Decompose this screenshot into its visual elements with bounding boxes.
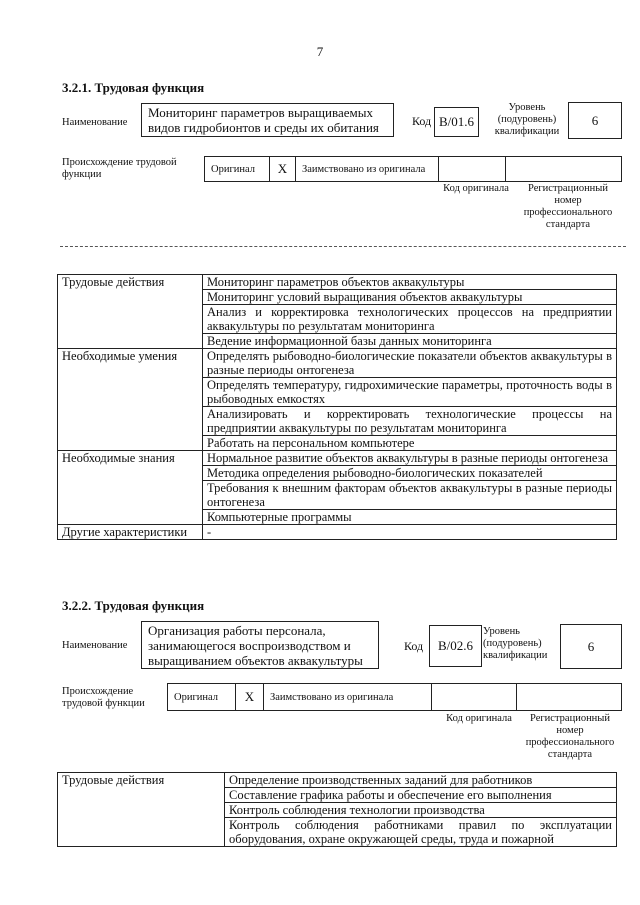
page-number: 7 (316, 44, 324, 59)
dashed-divider (60, 246, 626, 247)
table-row: Ведение информационной базы данных мониторинга (203, 334, 617, 349)
origin-borrowed: Заимствовано из оригинала (264, 684, 432, 710)
table-row: Контроль соблюдения работниками правил по эксплуатации оборудования, охране окружающей среды, труда и пожарной (225, 818, 617, 847)
origin-row (204, 156, 622, 182)
origin-mark: X (270, 157, 296, 181)
function-name-box: Мониторинг параметров выращиваемых видов гидробионтов и среды их обитания (141, 103, 394, 137)
origin-original: Оригинал (205, 157, 270, 181)
table-row: Работать на персональном компьютере (203, 436, 617, 451)
registration-number-cell (517, 684, 621, 710)
level-box: 6 (568, 102, 622, 139)
level-box: 6 (560, 624, 622, 669)
registration-number-caption: Регистрационный номер профессионального стандарта (525, 713, 615, 760)
name-label: Наименование (62, 117, 128, 128)
table-row: Контроль соблюдения технологии производства (225, 803, 617, 818)
level-label: Уровень (подуровень) квалификации (494, 102, 560, 137)
level-label: Уровень (подуровень) квалификации (483, 626, 548, 661)
table-row: Определение производственных заданий для работников (225, 773, 617, 788)
original-code-cell (439, 157, 506, 181)
origin-label: Происхождение трудовой функции (62, 686, 145, 709)
table-row: Мониторинг условий выращивания объектов аквакультуры (203, 290, 617, 305)
section-heading: 3.2.2. Трудовая функция (62, 598, 205, 613)
origin-mark: X (236, 684, 264, 710)
table-row: Мониторинг параметров объектов аквакультуры (203, 275, 617, 290)
category-cell: Другие характеристики (58, 525, 203, 540)
table-row: - (203, 525, 617, 540)
table-row: Нормальное развитие объектов аквакультуры в разные периоды онтогенеза (203, 451, 617, 466)
origin-row (167, 683, 622, 711)
code-label: Код (412, 114, 432, 128)
table-clip (57, 772, 617, 905)
registration-number-cell (506, 157, 621, 181)
code-box: B/01.6 (434, 107, 479, 137)
origin-original: Оригинал (168, 684, 236, 710)
origin-label: Происхождение трудовой функции (62, 157, 177, 180)
registration-number-caption: Регистрационный номер профессионального стандарта (523, 183, 613, 230)
original-code-caption: Код оригинала (446, 713, 512, 724)
origin-borrowed: Заимствовано из оригинала (296, 157, 439, 181)
table-row: Анализ и корректировка технологических процессов на предприятии аквакультуры по результатам мониторинга (203, 305, 617, 334)
name-label: Наименование (62, 640, 128, 651)
category-cell: Трудовые действия (58, 773, 225, 847)
original-code-cell (432, 684, 517, 710)
table-row: Составление графика работы и обеспечение его выполнения (225, 788, 617, 803)
table-row: Требования к внешним факторам объектов аквакультуры в разные периоды онтогенеза (203, 481, 617, 510)
table-row: Методика определения рыбоводно-биологических показателей (203, 466, 617, 481)
function-name-box: Организация работы персонала, занимающегося воспроизводством и выращиванием объектов аквакультуры (141, 621, 379, 669)
category-cell: Необходимые знания (58, 451, 203, 525)
requirements-table (57, 772, 617, 847)
code-label: Код (404, 639, 424, 653)
table-row: Компьютерные программы (203, 510, 617, 525)
section-heading: 3.2.1. Трудовая функция (62, 80, 205, 95)
table-row: Анализировать и корректировать технологические процессы на предприятии аквакультуры по результатам мониторинга (203, 407, 617, 436)
original-code-caption: Код оригинала (443, 183, 509, 194)
code-box: B/02.6 (429, 625, 482, 667)
category-cell: Трудовые действия (58, 275, 203, 349)
requirements-table (57, 274, 617, 540)
table-row: Определять температуру, гидрохимические параметры, проточность воды в рыбоводных емкостях (203, 378, 617, 407)
category-cell: Необходимые умения (58, 349, 203, 451)
table-row: Определять рыбоводно-биологические показатели объектов аквакультуры в разные периоды онтогенеза (203, 349, 617, 378)
